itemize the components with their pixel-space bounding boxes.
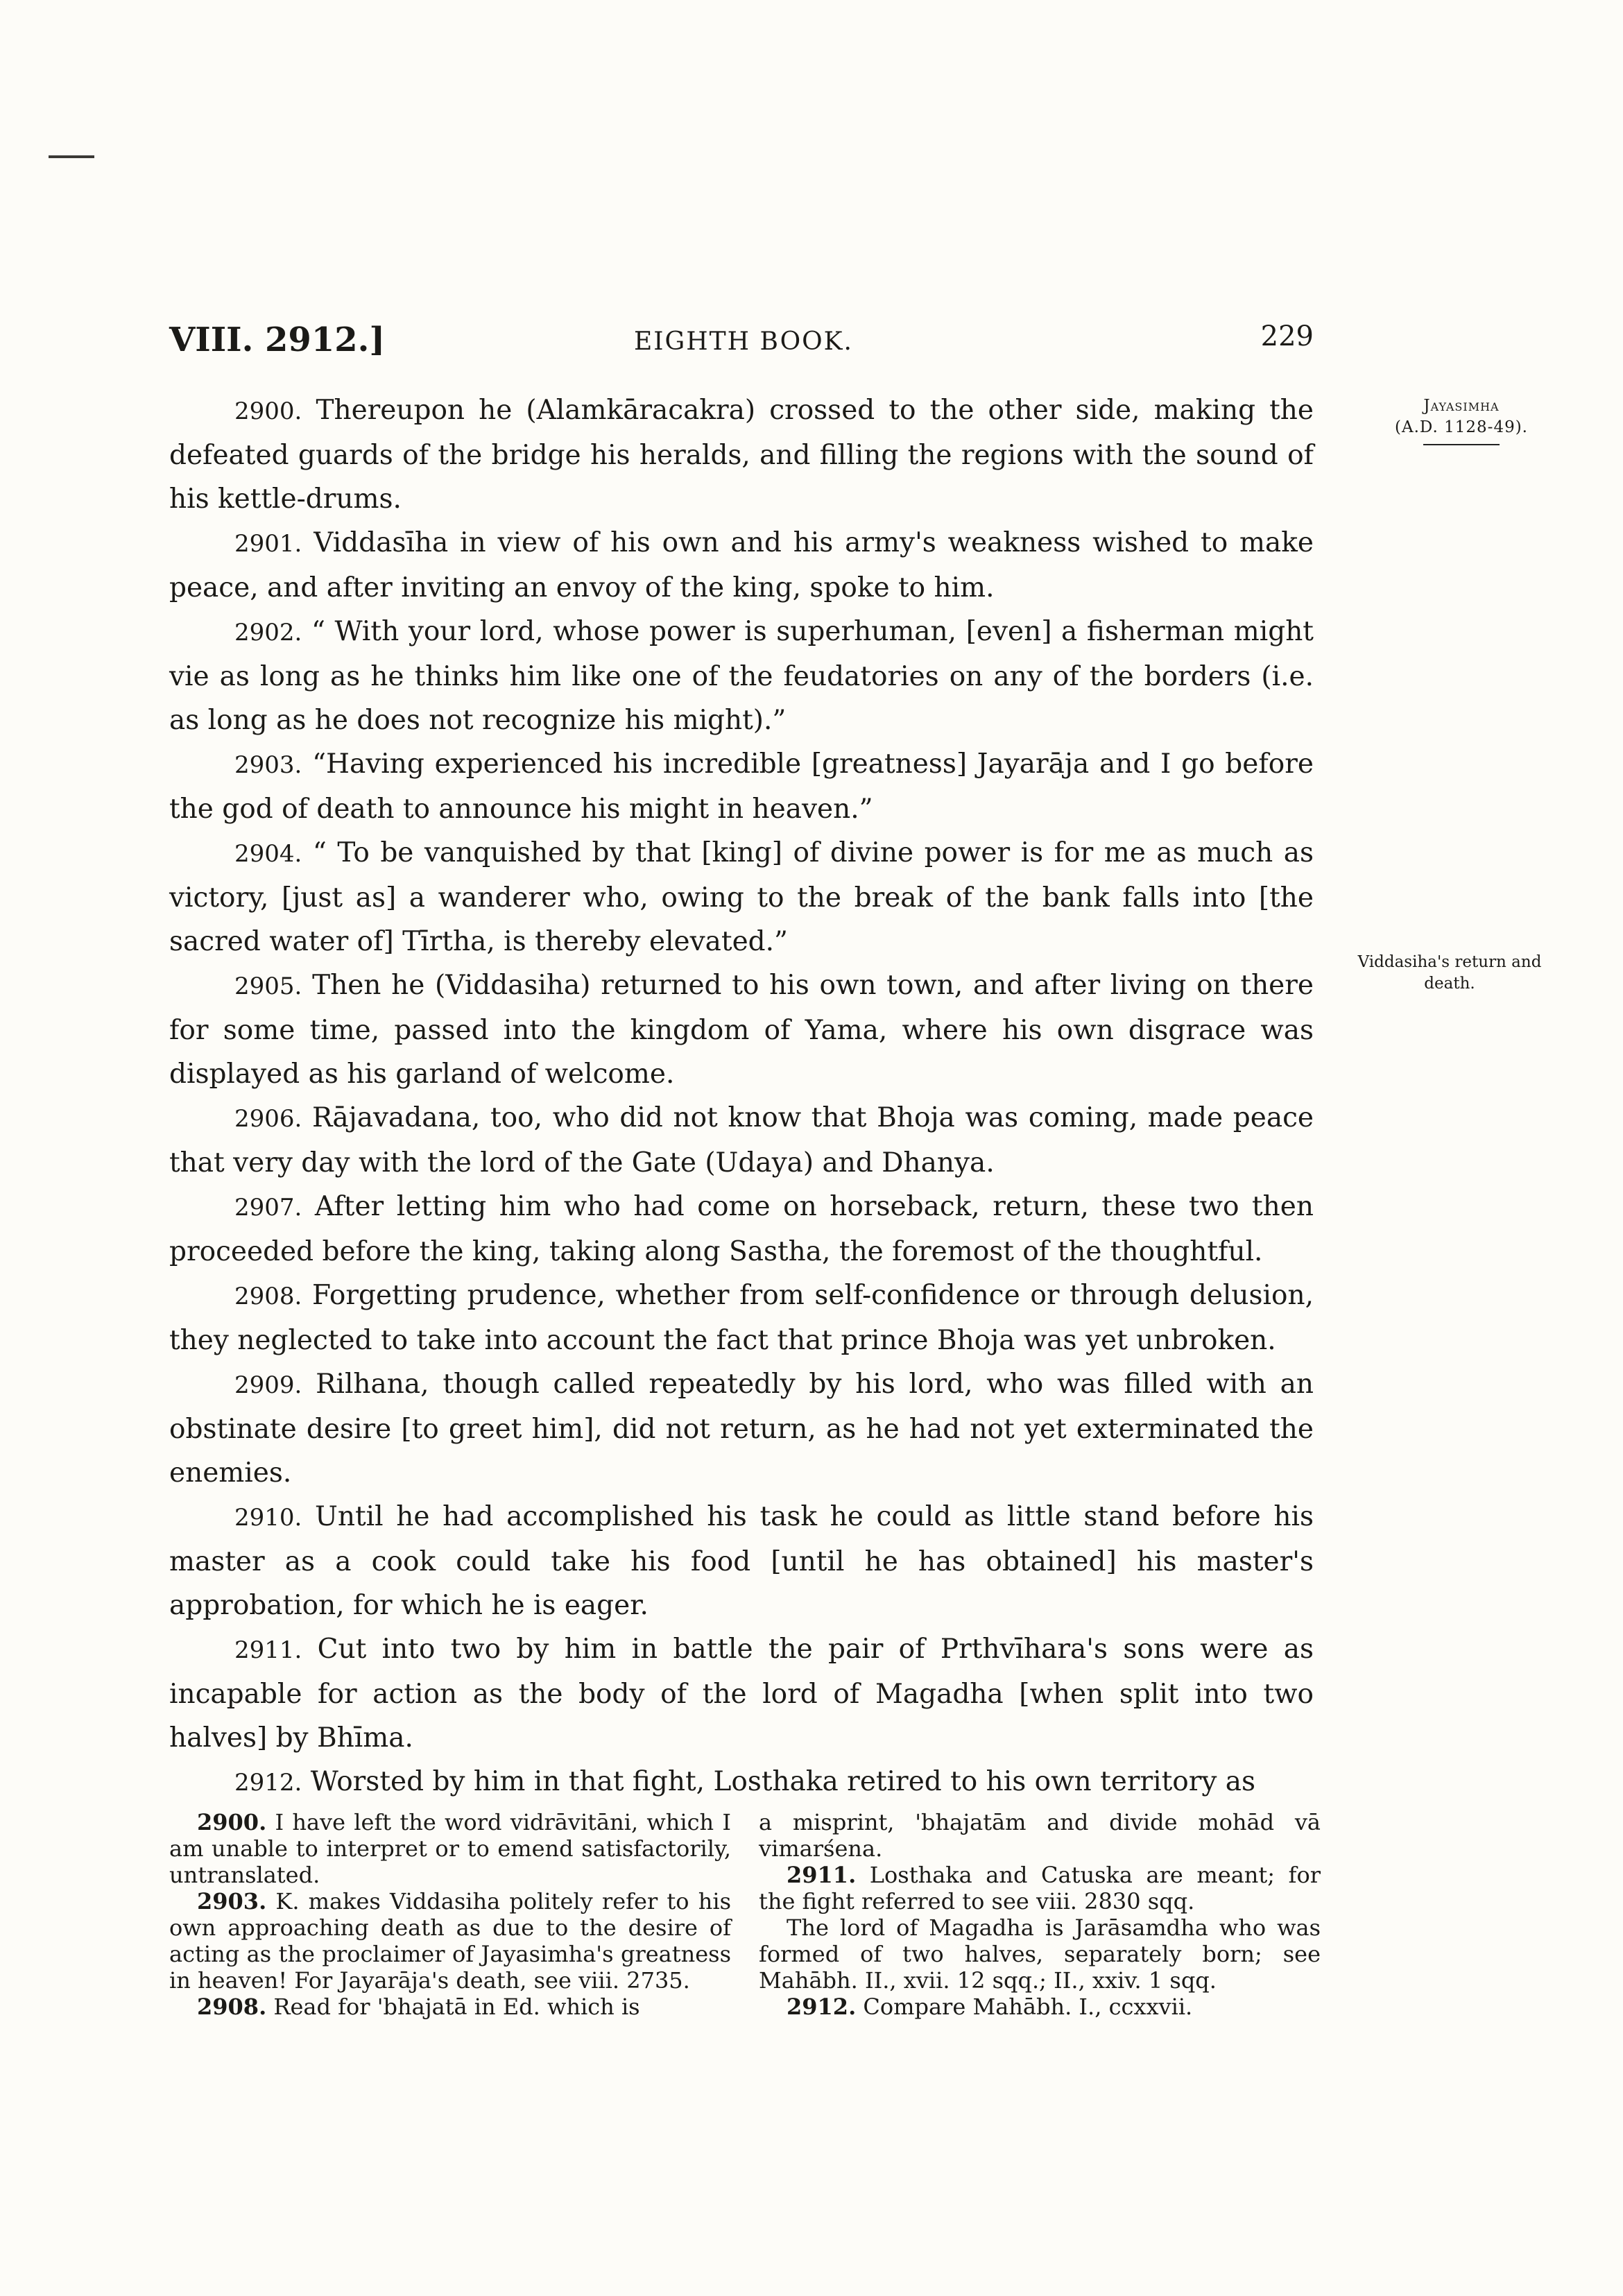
- footnote: a misprint, 'bhajatām and divide mohād vā vimarśena.: [759, 1809, 1321, 1862]
- footnotes-right-column: [759, 1809, 1321, 2020]
- verse: 2905. Then he (Viddasiha) returned to his own town, and after living on there for some time, passed into the kingdom of Yama, where his own disgrace was displayed as his garland of welcome.: [169, 970, 1314, 1090]
- verse: 2901. Viddasīha in view of his own and his army's weakness wished to make peace, and after inviting an envoy of the king, spoke to him.: [169, 527, 1314, 603]
- footnotes: [169, 1809, 1321, 2020]
- verse: 2906. Rājavadana, too, who did not know that Bhoja was coming, made peace that very day with the lord of the Gate (Udaya) and Dhanya.: [169, 1102, 1314, 1179]
- verse: 2909. Rilhana, though called repeatedly by his lord, who was filled with an obstinate desire [to greet him], did not return, as he had not yet exterminated the enemies.: [169, 1369, 1314, 1489]
- footnote: 2908. Read for 'bhajatā in Ed. which is: [197, 1994, 640, 2020]
- running-head: [169, 320, 1314, 362]
- verse: 2903. “Having experienced his incredible [greatness] Jayarāja and I go before the god of death to announce his might in heaven.”: [169, 748, 1314, 825]
- verse: 2907. After letting him who had come on horseback, return, these two then proceeded before the king, taking along Sastha, the foremost of the thoughtful.: [169, 1191, 1314, 1267]
- side-note-rule: [1423, 444, 1500, 445]
- footnote: 2903. K. makes Viddasiha politely refer to his own approaching death as due to the desire of acting as the proclaimer of Jayasimha's greatness in heaven! For Jayarāja's death, see viii. 2735.: [169, 1888, 732, 1994]
- verse: 2900. Thereupon he (Alamkāracakra) crossed to the other side, making the defeated guards of the bridge his heralds, and filling the regions with the sound of his kettle-drums.: [169, 395, 1314, 515]
- verse: 2911. Cut into two by him in battle the pair of Prthvīhara's sons were as incapable for action as the body of the lord of Magadha [when split into two halves] by Bhīma.: [169, 1634, 1314, 1754]
- verse: 2912. Worsted by him in that fight, Losthaka retired to his own territory as: [234, 1766, 1256, 1797]
- verse: 2902. “ With your lord, whose power is superhuman, [even] a fisherman might vie as long as he thinks him like one of the feudatories on any of the borders (i.e. as long as he does not recognize his might).”: [169, 616, 1314, 736]
- footnote: 2912. Compare Mahābh. I., ccxxvii.: [787, 1994, 1193, 2020]
- footnote: The lord of Magadha is Jarāsamdha who was formed of two halves, separately born; see Mahābh. II., xvii. 12 sqq.; II., xxiv. 1 sqq.: [759, 1914, 1321, 1994]
- verse: 2904. “ To be vanquished by that [king] of divine power is for me as much as victory, [just as] a wanderer who, owing to the break of the bank falls into [the sacred water of] Tīrtha, is thereby elevated.”: [169, 837, 1314, 957]
- page-number: 229: [1260, 320, 1314, 352]
- verse: 2908. Forgetting prudence, whether from self-confidence or through delusion, they neglected to take into account the fact that prince Bhoja was yet unbroken.: [169, 1280, 1314, 1356]
- side-note-jayasimha-name: Jayasimha: [1423, 397, 1500, 415]
- verse: 2910. Until he had accomplished his task he could as little stand before his master as a cook could take his food [until he has obtained] his master's approbation, for which he is eager.: [169, 1501, 1314, 1621]
- side-note-viddasiha: Viddasiha's return and death.: [1357, 953, 1542, 993]
- footnotes-left-column: [169, 1809, 731, 2020]
- side-note-jayasimha-dates: (A.D. 1128-49).: [1395, 418, 1528, 436]
- side-note-jayasimha: [1361, 395, 1562, 445]
- running-head-title: EIGHTH BOOK.: [634, 327, 853, 356]
- main-text: [169, 388, 1314, 1805]
- stray-pen-mark: [49, 155, 94, 158]
- footnote: 2900. I have left the word vidrāvitāni, which I am unable to interpret or to emend satisfactorily, untranslated.: [169, 1809, 732, 1888]
- running-head-book-ref: VIII. 2912.]: [169, 320, 386, 359]
- footnote: 2911. Losthaka and Catuska are meant; for the fight referred to see viii. 2830 sqq.: [759, 1862, 1321, 1914]
